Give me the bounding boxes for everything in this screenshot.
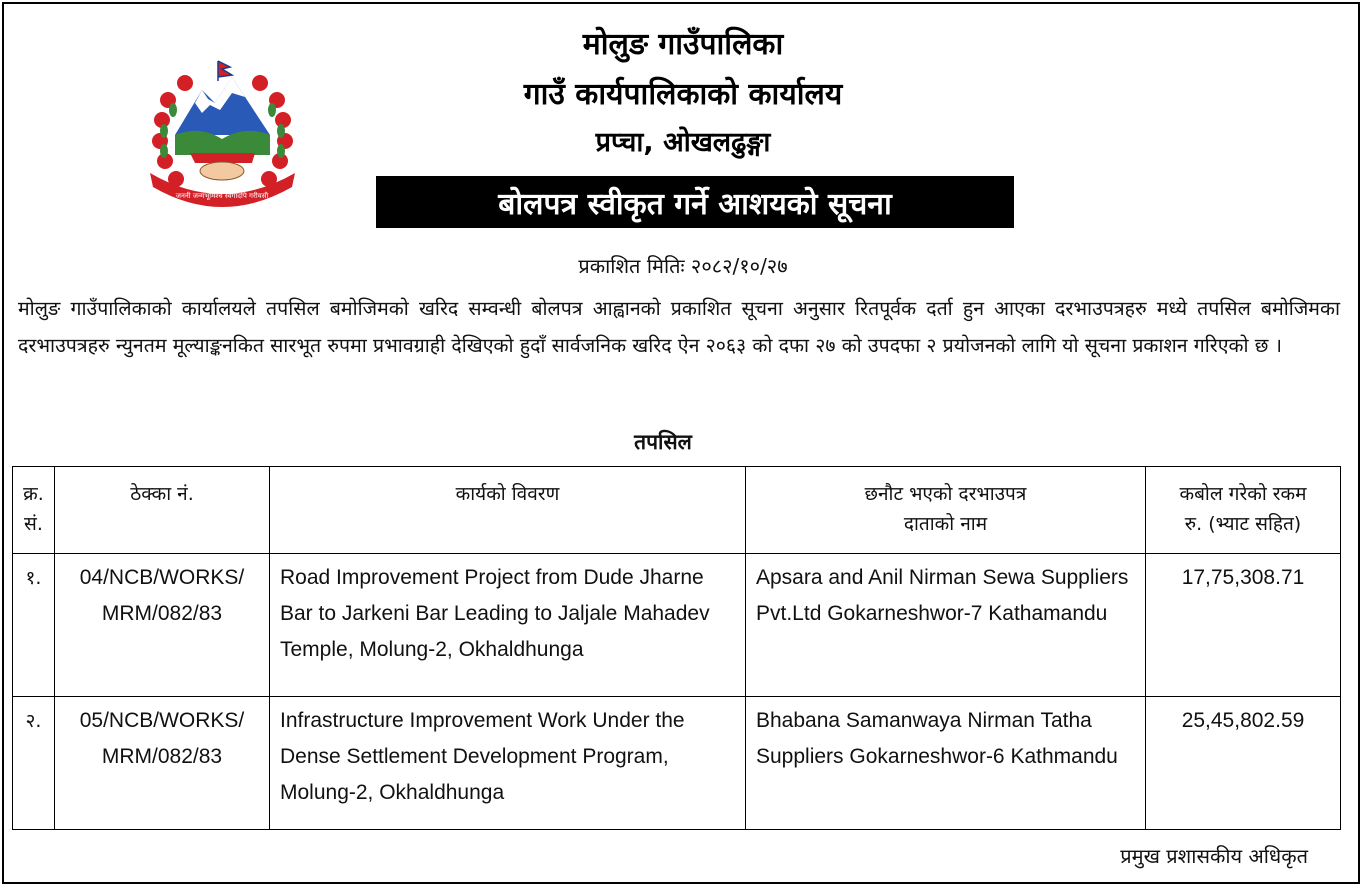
notice-title-banner: [376, 176, 1014, 228]
emblem-motto: जननी जन्मभूमिश्च स्वर्गादपि गरीयसी: [175, 192, 269, 200]
schedule-table: [12, 466, 1341, 830]
row-contract-number: 04/NCB/WORKS/ MRM/082/83: [55, 554, 270, 697]
table-header-row: [13, 467, 1341, 554]
schedule-heading: तपसिल: [634, 430, 692, 454]
table-row: [13, 697, 1341, 830]
row-work-description: Infrastructure Improvement Work Under the Dense Settlement Development Program, Molung-2, Okhaldhunga: [270, 697, 746, 830]
row-bidder-name: Bhabana Samanwaya Nirman Tatha Suppliers Gokarneshwor-6 Kathmandu: [746, 697, 1146, 830]
signatory-title: प्रमुख प्रशासकीय अधिकृत: [1120, 844, 1308, 868]
header-bidder-name: छनौट भएको दरभाउपत्र दाताको नाम: [746, 467, 1146, 554]
row-bidder-name: Apsara and Anil Nirman Sewa Suppliers Pvt.Ltd Gokarneshwor-7 Kathamandu: [746, 554, 1146, 697]
office-address: प्रप्चा, ओखलढुङ्गा: [595, 127, 771, 158]
header-serial-number: क्र. सं.: [13, 467, 55, 554]
row-work-description: Road Improvement Project from Dude Jharne Bar to Jarkeni Bar Leading to Jaljale Mahadev Temple, Molung-2, Okhaldhunga: [270, 554, 746, 697]
municipality-name: मोलुङ गाउँपालिका: [582, 27, 784, 62]
row-bid-amount: 17,75,308.71: [1146, 554, 1341, 697]
row-contract-number: 05/NCB/WORKS/ MRM/082/83: [55, 697, 270, 830]
row-serial-number: २.: [13, 697, 55, 830]
notice-title: बोलपत्र स्वीकृत गर्ने आशयको सूचना: [498, 186, 892, 222]
header-bid-amount: कबोल गरेको रकम रु. (भ्याट सहित): [1146, 467, 1341, 554]
header-work-description: कार्यको विवरण: [270, 467, 746, 554]
published-date: प्रकाशित मितिः २०८२/१०/२७: [578, 254, 788, 278]
table-row: [13, 554, 1341, 697]
notice-body: मोलुङ गाउँपालिकाको कार्यालयले तपसिल बमोजिमको खरिद सम्वन्धी बोलपत्र आह्वानको प्रकाशित सूचना अनुसार रितपूर्वक दर्ता हुन आएका दरभाउपत्रहरु मध्ये तपसिल बमोजिमका दरभाउपत्रहरु न्युनतम मूल्याङ्कनकित सारभूत रुपमा प्रभावग्राही देखिएको हुदाँ सार्वजनिक खरिद ऐन २०६३ को दफा २७ को उपदफा २ प्रयोजनको लागि यो सूचना प्रकाशन गरिएको छ ।: [18, 297, 1340, 357]
row-bid-amount: 25,45,802.59: [1146, 697, 1341, 830]
row-serial-number: १.: [13, 554, 55, 697]
office-name: गाउँ कार्यपालिकाको कार्यालय: [523, 77, 843, 112]
header-contract-number: ठेक्का नं.: [55, 467, 270, 554]
